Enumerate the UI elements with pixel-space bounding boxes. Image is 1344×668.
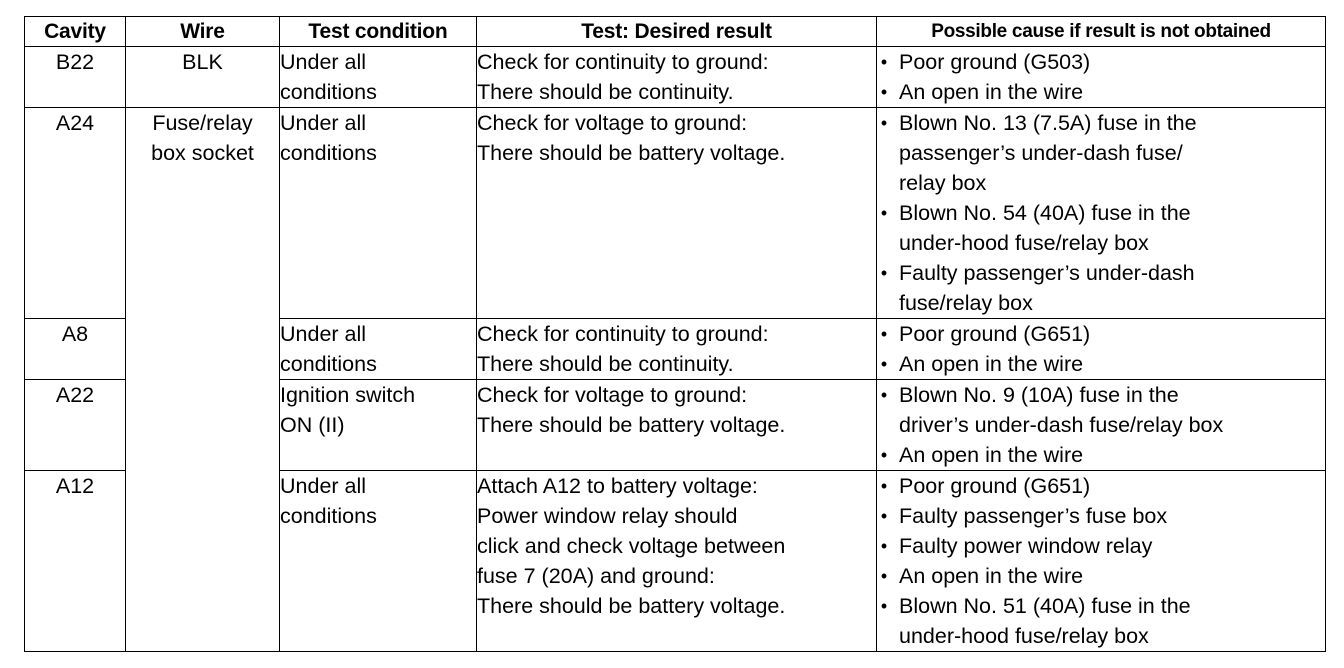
cavity-cell: B22: [25, 47, 126, 108]
cause-item: [877, 561, 1325, 591]
result-line: There should be continuity.: [477, 352, 734, 376]
bullet-icon: •: [880, 113, 888, 133]
test-condition-cell: [280, 380, 477, 471]
header-wire: Wire: [126, 17, 280, 47]
cause-item: [877, 380, 1325, 440]
header-possible-cause: Possible cause if result is not obtained: [877, 17, 1326, 47]
cause-item: [877, 77, 1325, 107]
cause-line: An open in the wire: [899, 352, 1084, 376]
bullet-icon: •: [880, 354, 888, 374]
table-row: [25, 108, 1326, 319]
wire-cell: [126, 108, 280, 652]
cavity-cell: A8: [25, 319, 126, 380]
bullet-icon: •: [880, 324, 888, 344]
bullet-icon: •: [880, 536, 888, 556]
result-line: Power window relay should: [477, 504, 738, 528]
possible-cause-cell: [877, 471, 1326, 652]
cause-list: [877, 47, 1325, 107]
desired-result-cell: [477, 471, 877, 652]
troubleshooting-table: [24, 16, 1326, 652]
bullet-icon: •: [880, 476, 888, 496]
cause-line: An open in the wire: [899, 443, 1084, 467]
cause-line: Blown No. 51 (40A) fuse in the: [899, 594, 1191, 618]
bullet-icon: •: [880, 596, 888, 616]
result-line: There should be battery voltage.: [477, 141, 786, 165]
condition-line: Ignition switch: [280, 383, 416, 407]
bullet-icon: •: [880, 52, 888, 72]
cause-line: An open in the wire: [899, 564, 1084, 588]
cause-line: Poor ground (G503): [899, 50, 1091, 74]
bullet-icon: •: [880, 203, 888, 223]
table-row: [25, 47, 1326, 108]
cause-line: fuse/relay box: [899, 291, 1033, 315]
cause-line: under-hood fuse/relay box: [899, 624, 1149, 648]
condition-line: Under all: [280, 50, 367, 74]
table-header-row: [25, 17, 1326, 47]
bullet-icon: •: [880, 385, 888, 405]
cause-line: Faulty power window relay: [899, 534, 1153, 558]
cause-item: [877, 198, 1325, 258]
desired-result-cell: [477, 380, 877, 471]
desired-result-cell: [477, 319, 877, 380]
cause-item: [877, 47, 1325, 77]
condition-line: ON (II): [280, 413, 345, 437]
cause-item: [877, 440, 1325, 470]
cause-line: driver’s under-dash fuse/relay box: [899, 413, 1224, 437]
result-line: click and check voltage between: [477, 534, 786, 558]
possible-cause-cell: [877, 380, 1326, 471]
condition-line: conditions: [280, 80, 377, 104]
test-condition-cell: [280, 471, 477, 652]
wire-text: box socket: [151, 141, 254, 165]
wire-text: BLK: [182, 50, 223, 74]
result-line: Check for voltage to ground:: [477, 383, 748, 407]
header-desired-result: Test: Desired result: [477, 17, 877, 47]
cause-line: Blown No. 13 (7.5A) fuse in the: [899, 111, 1197, 135]
result-line: There should be battery voltage.: [477, 413, 786, 437]
cavity-cell: A24: [25, 108, 126, 319]
possible-cause-cell: [877, 108, 1326, 319]
cavity-cell: A22: [25, 380, 126, 471]
cause-line: Blown No. 54 (40A) fuse in the: [899, 201, 1191, 225]
result-line: There should be battery voltage.: [477, 594, 786, 618]
result-line: fuse 7 (20A) and ground:: [477, 564, 715, 588]
test-condition-cell: [280, 108, 477, 319]
result-line: Check for voltage to ground:: [477, 111, 748, 135]
result-line: There should be continuity.: [477, 80, 734, 104]
cavity-cell: A12: [25, 471, 126, 652]
cause-list: [877, 108, 1325, 318]
possible-cause-cell: [877, 47, 1326, 108]
condition-line: Under all: [280, 322, 367, 346]
condition-line: conditions: [280, 141, 377, 165]
cause-line: Faulty passenger’s under-dash: [899, 261, 1195, 285]
bullet-icon: •: [880, 506, 888, 526]
cause-item: [877, 471, 1325, 501]
cause-item: [877, 108, 1325, 198]
result-line: Attach A12 to battery voltage:: [477, 474, 758, 498]
test-condition-cell: [280, 319, 477, 380]
test-condition-cell: [280, 47, 477, 108]
condition-line: Under all: [280, 111, 367, 135]
cause-line: under-hood fuse/relay box: [899, 231, 1149, 255]
cause-item: [877, 258, 1325, 318]
cause-line: Faulty passenger’s fuse box: [899, 504, 1168, 528]
cause-item: [877, 591, 1325, 651]
cause-item: [877, 531, 1325, 561]
desired-result-cell: [477, 47, 877, 108]
cause-line: passenger’s under-dash fuse/: [899, 141, 1183, 165]
cause-list: [877, 380, 1325, 470]
cause-line: Poor ground (G651): [899, 474, 1091, 498]
condition-line: Under all: [280, 474, 367, 498]
wire-cell: [126, 47, 280, 108]
cause-list: [877, 471, 1325, 651]
bullet-icon: •: [880, 445, 888, 465]
bullet-icon: •: [880, 82, 888, 102]
bullet-icon: •: [880, 566, 888, 586]
cause-list: [877, 319, 1325, 379]
result-line: Check for continuity to ground:: [477, 322, 769, 346]
bullet-icon: •: [880, 263, 888, 283]
cause-item: [877, 349, 1325, 379]
possible-cause-cell: [877, 319, 1326, 380]
cause-line: Poor ground (G651): [899, 322, 1091, 346]
header-test-condition: Test condition: [280, 17, 477, 47]
header-cavity: Cavity: [25, 17, 126, 47]
cause-line: An open in the wire: [899, 80, 1084, 104]
desired-result-cell: [477, 108, 877, 319]
cause-line: Blown No. 9 (10A) fuse in the: [899, 383, 1179, 407]
condition-line: conditions: [280, 504, 377, 528]
result-line: Check for continuity to ground:: [477, 50, 769, 74]
cause-item: [877, 319, 1325, 349]
cause-line: relay box: [899, 171, 987, 195]
cause-item: [877, 501, 1325, 531]
wire-text: Fuse/relay: [152, 111, 253, 135]
condition-line: conditions: [280, 352, 377, 376]
